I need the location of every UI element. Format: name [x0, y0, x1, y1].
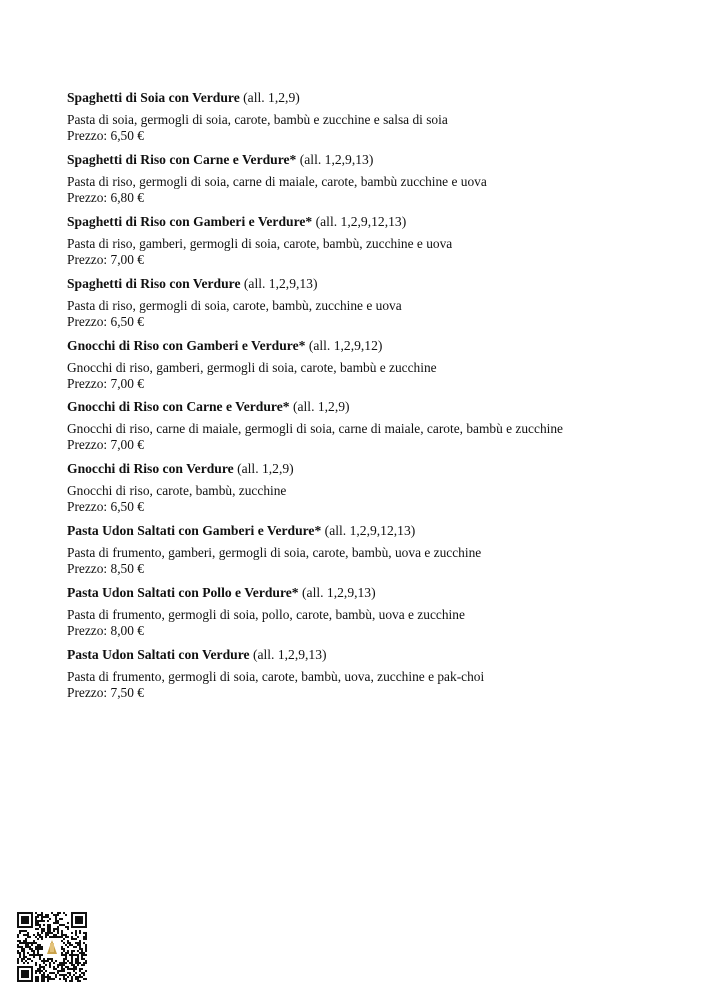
- dish-price: Prezzo: 8,00 €: [67, 623, 144, 639]
- dish-price: Prezzo: 6,80 €: [67, 189, 144, 205]
- allergen-codes: (all. 1,2,9,13): [252, 647, 327, 663]
- menu-item: [67, 646, 687, 708]
- allergen-codes: (all. 1,2,9): [292, 399, 350, 415]
- dish-name: Spaghetti di Riso con Verdure: [67, 275, 241, 291]
- menu-item-title: [67, 151, 687, 169]
- dish-price: Prezzo: 7,00 €: [67, 437, 144, 453]
- menu-item: [67, 398, 687, 460]
- menu-item: [67, 460, 687, 522]
- dish-description: Pasta di riso, germogli di soia, carne di maiale, carote, bambù zucchine e uova: [67, 173, 487, 189]
- dish-description: Gnocchi di riso, gamberi, germogli di soia, carote, bambù e zucchine: [67, 359, 437, 375]
- dish-description: Pasta di soia, germogli di soia, carote, bambù e zucchine e salsa di soia: [67, 112, 448, 127]
- dish-name: Pasta Udon Saltati con Gamberi e Verdure*: [67, 523, 322, 539]
- menu-item-title: [67, 275, 687, 293]
- menu-item: [67, 522, 687, 584]
- dish-name: Spaghetti di Riso con Gamberi e Verdure*: [67, 213, 313, 229]
- qr-code-icon[interactable]: [17, 912, 87, 982]
- menu-item: [67, 337, 687, 399]
- menu-item: [67, 584, 687, 646]
- allergen-codes: (all. 1,2,9,13): [302, 585, 376, 601]
- dish-name: Spaghetti di Riso con Carne e Verdure*: [67, 151, 297, 167]
- allergen-codes: (all. 1,2,9,13): [299, 151, 374, 167]
- dish-description: Pasta di frumento, gamberi, germogli di soia, carote, bambù, uova e zucchine: [67, 545, 482, 561]
- dish-price: Prezzo: 6,50 €: [67, 128, 144, 143]
- dish-price: Prezzo: 7,00 €: [67, 375, 144, 391]
- dish-description: Pasta di frumento, germogli di soia, pollo, carote, bambù, uova e zucchine: [67, 607, 465, 623]
- menu-item-title: [67, 522, 687, 540]
- menu-item-title: [67, 398, 687, 416]
- menu-item-title: [67, 646, 687, 664]
- menu-item: [67, 275, 687, 337]
- dish-name: Spaghetti di Soia con Verdure: [67, 90, 240, 105]
- allergen-codes: (all. 1,2,9): [237, 461, 294, 477]
- allergen-codes: (all. 1,2,9,12,13): [324, 523, 416, 539]
- dish-name: Gnocchi di Riso con Verdure: [67, 461, 234, 477]
- menu-item-title: [67, 460, 687, 478]
- dish-description: Pasta di riso, germogli di soia, carote, bambù, zucchine e uova: [67, 297, 402, 313]
- dish-name: Gnocchi di Riso con Gamberi e Verdure*: [67, 337, 306, 353]
- dish-price: Prezzo: 6,50 €: [67, 313, 144, 329]
- dish-price: Prezzo: 7,50 €: [67, 685, 144, 701]
- dish-price: Prezzo: 7,00 €: [67, 251, 144, 267]
- menu-item: [67, 151, 687, 213]
- allergen-codes: (all. 1,2,9,12): [308, 337, 383, 353]
- dish-name: Pasta Udon Saltati con Verdure: [67, 647, 250, 663]
- menu-list: [67, 89, 687, 708]
- menu-item-title: [67, 89, 687, 107]
- menu-item-title: [67, 213, 687, 231]
- menu-item-title: [67, 584, 687, 602]
- dish-price: Prezzo: 6,50 €: [67, 499, 144, 515]
- dish-description: Pasta di riso, gamberi, germogli di soia, carote, bambù, zucchine e uova: [67, 235, 453, 251]
- menu-item-title: [67, 337, 687, 355]
- allergen-codes: (all. 1,2,9,12,13): [315, 213, 407, 229]
- dish-description: Pasta di frumento, germogli di soia, carote, bambù, uova, zucchine e pak-choi: [67, 669, 485, 685]
- dish-description: Gnocchi di riso, carne di maiale, germogli di soia, carne di maiale, carote, bambù e zucchine: [67, 421, 563, 437]
- dish-name: Gnocchi di Riso con Carne e Verdure*: [67, 399, 290, 415]
- menu-item: [67, 213, 687, 275]
- menu-item: [67, 89, 687, 151]
- dish-description: Gnocchi di riso, carote, bambù, zucchine: [67, 483, 287, 499]
- allergen-codes: (all. 1,2,9): [243, 90, 300, 105]
- allergen-codes: (all. 1,2,9,13): [243, 275, 318, 291]
- dish-price: Prezzo: 8,50 €: [67, 561, 144, 577]
- dish-name: Pasta Udon Saltati con Pollo e Verdure*: [67, 585, 299, 601]
